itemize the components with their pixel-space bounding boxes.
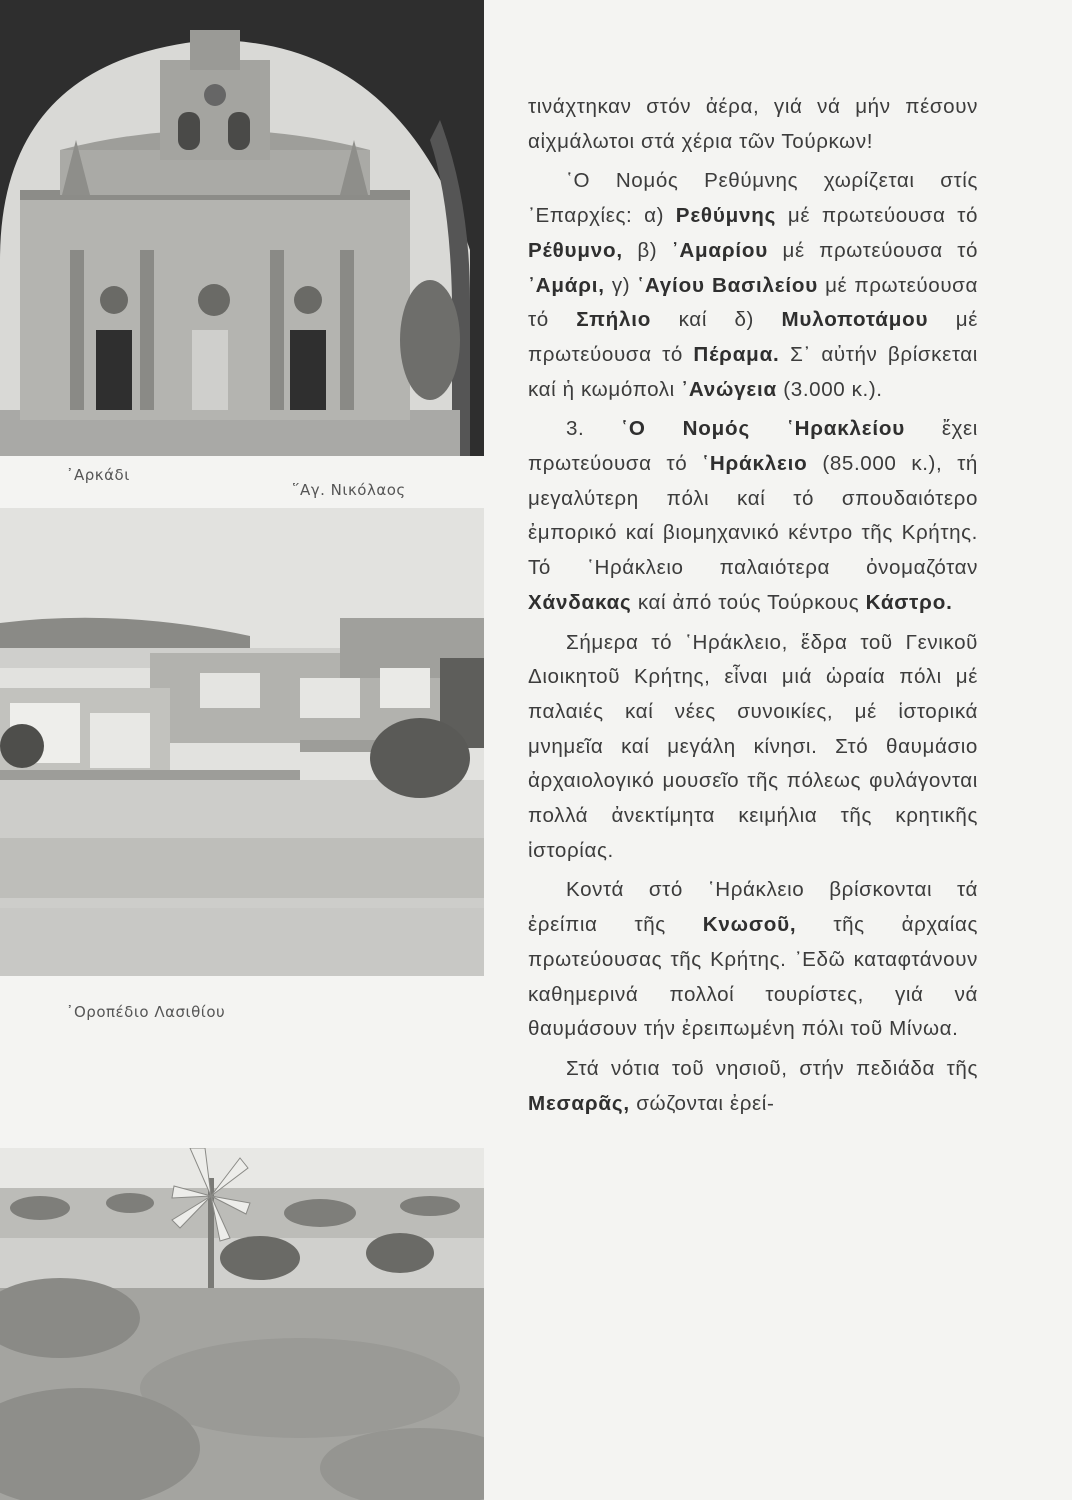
article-text	[528, 90, 978, 1126]
text-span: καί ἀπό τούς Τούρκους	[631, 590, 866, 614]
paragraph-heraklion-today: Σήμερα τό ῾Ηράκλειο, ἕδρα τοῦ Γενικοῦ Διοικητοῦ Κρήτης, εἶναι μιά ὡραία πόλι μέ παλαιές καί νέες συνοικίες, μέ ἱστορικά μνημεῖα καί μεγάλη κίνησι. Στό θαυμάσιο ἀρχαιολογικό μουσεῖο τῆς πόλεως φυλάγονται πολλά ἀνεκτίμητα κειμήλια τῆς κρητικῆς ἱστορίας.	[528, 630, 978, 862]
paragraph-heraklion	[528, 412, 978, 620]
paragraph-intro: τινάχτηκαν στόν ἀέρα, γιά νά μήν πέσουν αἰχμάλωτοι στά χέρια τῶν Τούρκων!	[528, 95, 978, 153]
bold-term: ᾿Αμάρι,	[528, 273, 605, 297]
paragraph-rethymno-provinces	[528, 164, 978, 407]
agios-nikolaos-caption: ῞Αγ. Νικόλαος	[292, 481, 406, 499]
text-span: Σ᾿ αὐτήν βρίσκεται καί ἡ κωμόπολι	[528, 342, 978, 401]
paragraph-knossos	[528, 873, 978, 1047]
text-span: β)	[622, 238, 672, 262]
bold-term: Σπήλιο	[576, 308, 652, 332]
text-span: Κοντά στό ῾Ηράκλειο βρίσκονται τά ἐρείπια τῆς	[528, 878, 978, 937]
lasithi-caption: ᾿Οροπέδιο Λασιθίου	[66, 1003, 226, 1021]
bold-term: Μεσαρᾶς,	[528, 1091, 630, 1115]
bold-term: ῾Αγίου Βασιλείου	[637, 273, 819, 297]
text-span: τῆς ἀρχαίας πρωτεύουσας τῆς Κρήτης. ᾿Εδῶ καταφτάνουν καθημερινά πολλοί τουρίστες, γιά νά θαυμάσουν τήν ἐρειπωμένη πόλι τοῦ Μίνωα.	[528, 913, 978, 1041]
bold-term: ῾Ο Νομός ῾Ηρακλείου	[621, 417, 906, 441]
text-span: ἔχει πρωτεύουσα τό	[528, 417, 978, 476]
text-span: μέ πρωτεύουσα τό	[768, 238, 978, 262]
bold-term: Χάνδακας	[528, 590, 632, 614]
text-span: Στά νότια τοῦ νησιοῦ, στήν πεδιάδα τῆς	[566, 1056, 978, 1080]
bold-term: Κάστρο.	[865, 590, 953, 614]
lasithi-plateau-photo	[0, 1148, 484, 1500]
bold-term: Ρέθυμνο,	[528, 238, 623, 262]
bold-term: Κνωσοῦ,	[702, 913, 797, 937]
text-span: καί δ)	[651, 308, 782, 332]
text-span: μέ πρωτεύουσα τό	[528, 273, 978, 332]
text-span: (85.000 κ.), τή μεγαλύτερη πόλι καί τό σπουδαιότερο ἐμπορικό καί βιομηχανικό κέντρο τῆς Κρήτης. Τό ῾Ηράκλειο παλαιότερα ὀνομαζόταν	[528, 452, 978, 580]
bold-term: Μυλοποτάμου	[781, 308, 929, 332]
text-span: 3.	[566, 417, 622, 441]
bold-term: Πέραμα.	[693, 342, 780, 366]
bold-term: ᾿Ανώγεια	[681, 377, 777, 401]
paragraph-mesara	[528, 1052, 978, 1121]
arkadi-caption: ᾿Αρκάδι	[66, 466, 130, 484]
text-span: μέ πρωτεύουσα τό	[528, 308, 978, 366]
text-span: (3.000 κ.).	[776, 377, 883, 401]
arkadi-photo	[0, 0, 484, 456]
bold-term: ᾿Αμαρίου	[671, 238, 769, 262]
bold-term: Ρεθύμνης	[675, 204, 777, 228]
text-span: σώζονται ἐρεί-	[629, 1091, 775, 1115]
text-span: ῾Ο Νομός Ρεθύμνης χωρίζεται στίς ᾿Επαρχίες: α)	[528, 169, 978, 228]
bold-term: ῾Ηράκλειο	[702, 452, 808, 476]
text-span: γ)	[604, 273, 638, 297]
text-span: μέ πρωτεύουσα τό	[776, 204, 979, 228]
agios-nikolaos-photo	[0, 508, 484, 976]
